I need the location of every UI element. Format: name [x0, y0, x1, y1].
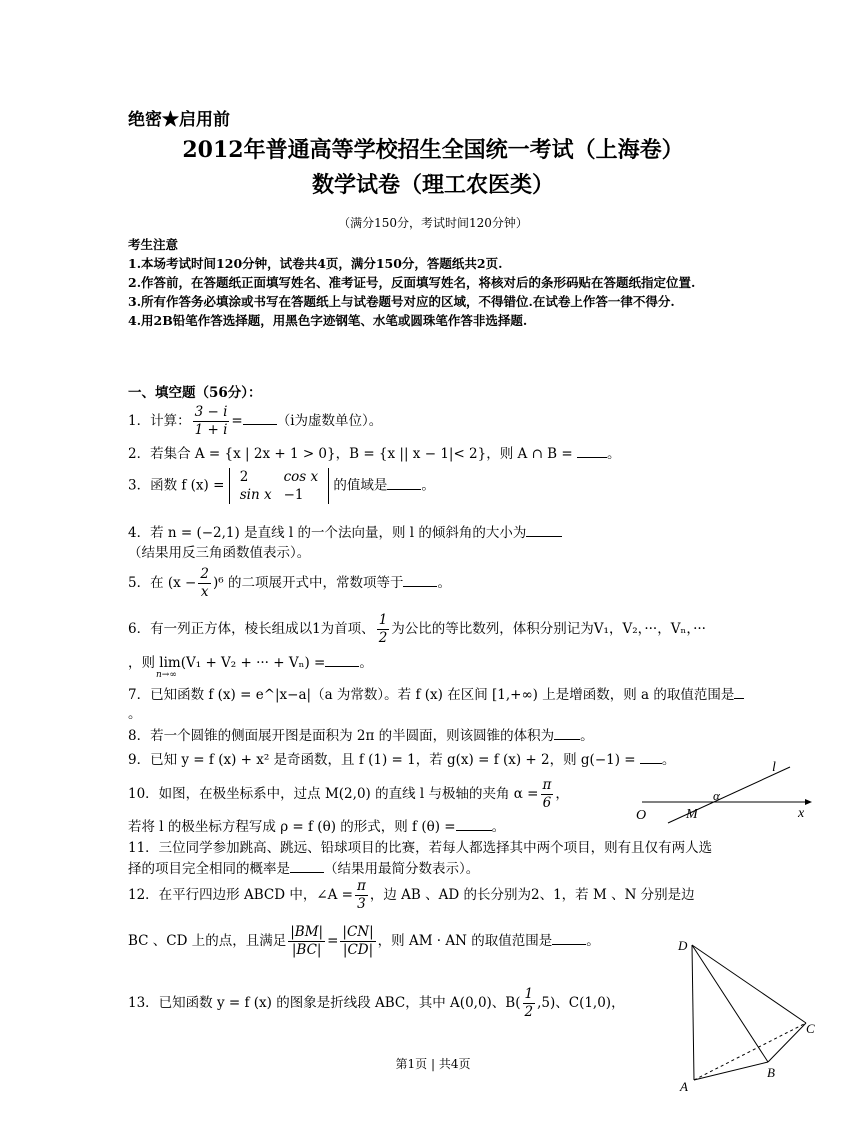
question-10: 10．如图，在极坐标系中，过点 M(2,0) 的直线 l 与极轴的夹角 α = $\frac{\pi}{6}$ ， — [128, 777, 569, 811]
note-item: 2.作答前，在答题纸正面填写姓名、准考证号，反面填写姓名，将核对后的条形码贴在答题纸指定位置. — [128, 275, 696, 290]
question-6 — [128, 612, 706, 647]
q9-text: 9．已知 y = f (x) + x² 是奇函数，且 f (1) = 1，若 g(x) = f (x) + 2，则 g(−1) = — [128, 752, 640, 768]
period: 。 — [421, 477, 435, 494]
det-d: −1 — [283, 487, 304, 503]
period: 。 — [437, 575, 451, 591]
axis-arrow — [805, 799, 812, 805]
answer-blank[interactable] — [526, 522, 562, 537]
label-O: O — [636, 808, 647, 823]
q5-num: 2 — [200, 566, 209, 582]
question-11: 11．三位同学参加跳高、跳远、铅球项目的比赛，若每人都选择其中两个项目，则有且仅有两人选 — [128, 840, 713, 856]
q7-line1: 7．已知函数 f (x) = e^|x−a|（a 为常数）。若 f (x) 在区间 [1,+∞) 上是增函数，则 a 的取值范围是 — [128, 687, 735, 703]
q12-fraction — [355, 878, 368, 913]
answer-blank[interactable] — [552, 930, 586, 945]
label-A: A — [680, 1079, 688, 1094]
q12-ratio-2 — [340, 924, 375, 959]
q1-pre: 1．计算： — [128, 413, 191, 429]
ratio-2-den: |CD| — [342, 942, 374, 958]
question-1 — [128, 404, 382, 439]
q12-den: 3 — [357, 896, 366, 912]
q5-fraction — [198, 566, 211, 601]
question-7 — [128, 684, 744, 705]
label-B: B — [767, 1065, 775, 1080]
q12-post: ，边 AB 、AD 的长分别为2、1，若 M 、N 分别是边 — [369, 887, 695, 903]
label-l: l — [772, 760, 776, 775]
q12-pre: 12．在平行四边形 ABCD 中，∠A = — [128, 887, 353, 903]
label-alpha: α — [713, 788, 720, 803]
notes-heading: 考生注意 — [128, 237, 179, 252]
det-b: cos x — [283, 469, 319, 485]
q12-ratio-1 — [288, 924, 325, 959]
question-2 — [128, 443, 621, 464]
answer-blank[interactable] — [554, 725, 580, 740]
q4-line2: （结果用反三角函数值表示）。 — [128, 545, 311, 561]
section-heading: 一、填空题（56分）： — [128, 385, 262, 401]
ratio-1-num: |BM| — [290, 924, 324, 940]
q13-pre: 13．已知函数 y = f (x) 的图象是折线段 ABC，其中 A(0,0)、B( — [128, 995, 521, 1011]
label-M: M — [686, 807, 698, 822]
question-5 — [128, 566, 451, 601]
answer-blank[interactable] — [403, 572, 437, 587]
det-a: 2 — [239, 469, 249, 485]
q12-num: π — [357, 878, 366, 894]
note-item: 3.所有作答务必填涂或书写在答题纸上与试卷题号对应的区域，不得错位.在试卷上作答一律不得分. — [128, 294, 675, 309]
label-D: D — [678, 938, 688, 953]
period: 。 — [586, 933, 600, 949]
q6-den: 2 — [378, 630, 388, 646]
q13-post: ,5)、C(1,0)， — [537, 995, 625, 1011]
q10-fraction — [541, 777, 554, 812]
edge-DB — [692, 945, 768, 1062]
answer-blank[interactable] — [577, 443, 607, 458]
q10-pre: 10．如图，在极坐标系中，过点 M(2,0) 的直线 l 与极轴的夹角 α = — [128, 786, 539, 802]
question-12 — [128, 878, 695, 913]
q1-post: （i为虚数单位）。 — [276, 413, 383, 429]
q5-post: )⁶ 的二项展开式中，常数项等于 — [212, 575, 404, 591]
question-13 — [128, 986, 625, 1021]
answer-blank[interactable] — [325, 652, 359, 667]
q3-pre: 3．函数 f (x) = — [128, 477, 225, 494]
q11-line2-text: 择的项目完全相同的概率是 — [128, 861, 290, 877]
q6-lim-sub: n→∞ — [156, 670, 177, 680]
q8-text: 8．若一个圆锥的侧面展开图是面积为 2π 的半圆面，则该圆锥的体积为 — [128, 728, 555, 744]
question-8 — [128, 725, 594, 746]
page-subtitle: 数学试卷（理工农医类） — [311, 172, 554, 198]
answer-blank[interactable] — [734, 684, 744, 699]
q2-text: 2．若集合 A = {x | 2x + 1 > 0}，B = {x || x − 1|< 2}，则 A ∩ B = — [128, 446, 577, 462]
q12-line2b: ，则 AM · AN 的取值范围是 — [377, 933, 553, 949]
equals: = — [231, 413, 243, 429]
polar-figure — [630, 755, 820, 827]
q3-determinant — [229, 468, 329, 504]
q6-fraction — [377, 612, 390, 647]
period: 。 — [359, 655, 373, 671]
q3-post: 的值域是 — [333, 477, 388, 494]
answer-blank[interactable] — [243, 410, 277, 425]
label-x: x — [798, 806, 805, 821]
q11-line2 — [128, 858, 479, 879]
ratio-eq: = — [327, 933, 339, 949]
q6-post: 为公比的等比数列，体积分别记为V₁，V₂，···，Vₙ，··· — [391, 621, 706, 637]
q11-post: （结果用最简分数表示）。 — [324, 861, 480, 877]
answer-blank[interactable] — [387, 475, 421, 490]
question-9 — [128, 749, 675, 770]
page-footer: 第1页 | 共4页 — [395, 1057, 471, 1071]
note-item: 4.用2B铅笔作答选择题，用黑色字迹钢笔、水笔或圆珠笔作答非选择题. — [128, 313, 528, 328]
note-item: 1.本场考试时间120分钟，试卷共4页，满分150分，答题纸共2页. — [128, 256, 503, 271]
q13-den: 2 — [524, 1004, 534, 1020]
question-3 — [128, 468, 435, 504]
q6-limit: ，则 lim(V₁ + V₂ + ··· + Vₙ) = — [128, 655, 326, 671]
q5-den: x — [200, 584, 209, 600]
notes — [128, 235, 748, 330]
ratio-1-den: |BC| — [291, 942, 322, 958]
det-c: sin x — [239, 487, 272, 503]
q13-fraction — [523, 986, 536, 1021]
q5-pre: 5．在 (x − — [128, 575, 197, 591]
period: 。 — [580, 728, 594, 744]
q7-line2: 。 — [128, 706, 142, 722]
label-C: C — [806, 1021, 815, 1036]
q6-num: 1 — [378, 612, 388, 628]
q12-line2 — [128, 924, 600, 959]
q4-line1: 4．若 n = (−2,1) 是直线 l 的一个法向量，则 l 的倾斜角的大小为 — [128, 525, 527, 541]
q10-line2 — [128, 816, 505, 837]
period: 。 — [491, 819, 506, 835]
ratio-2-num: |CN| — [342, 924, 374, 940]
period: 。 — [607, 446, 621, 462]
q1-den: 1 + i — [194, 422, 228, 438]
exam-info: （满分150分，考试时间120分钟） — [338, 216, 528, 230]
answer-blank[interactable] — [290, 858, 324, 873]
q10-line2-text: 若将 l 的极坐标方程写成 ρ = f (θ) 的形式，则 f (θ) = — [128, 819, 456, 835]
edge-DC — [692, 945, 806, 1023]
q10-den: 6 — [542, 795, 552, 811]
q12-line2a: BC 、CD 上的点，且满足 — [128, 933, 287, 949]
page-title: 2012年普通高等学校招生全国统一考试（上海卷） — [182, 137, 684, 163]
q1-num: 3 − i — [194, 404, 228, 420]
q6-pre: 6．有一列正方体，棱长组成以1为首项、 — [128, 621, 375, 637]
question-4 — [128, 522, 562, 543]
answer-blank[interactable] — [456, 816, 492, 831]
q10-num: π — [542, 777, 552, 793]
period: 。 — [661, 752, 676, 768]
secret-label: 绝密★启用前 — [128, 110, 230, 130]
q1-fraction — [193, 404, 230, 439]
q13-num: 1 — [524, 986, 534, 1002]
